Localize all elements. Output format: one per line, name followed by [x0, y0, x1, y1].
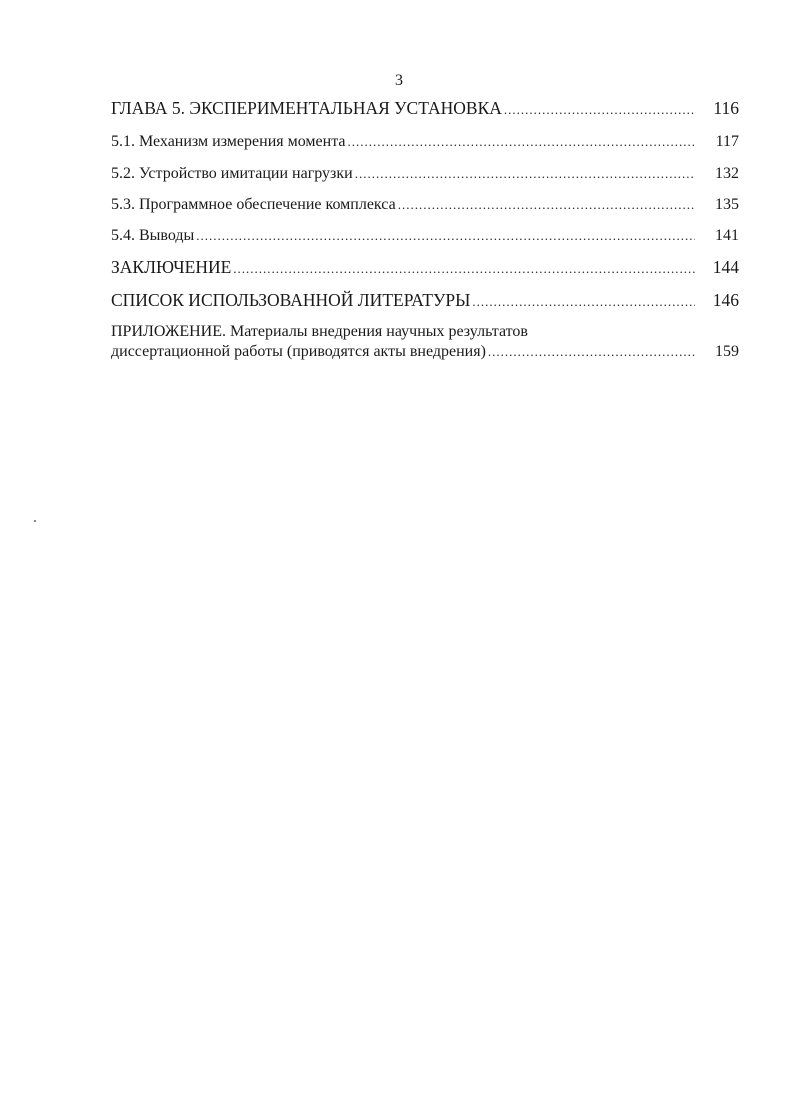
toc-entry-title: 5.1. Механизм измерения момента	[111, 133, 346, 150]
toc-entry-chapter-5	[111, 98, 739, 120]
toc-leader-dots	[355, 164, 695, 184]
toc-leader-dots	[348, 132, 695, 152]
toc-entry-page: 146	[712, 290, 739, 310]
toc-entry-5-1	[111, 132, 739, 152]
toc-entry-appendix	[111, 322, 739, 362]
toc-leader-dots	[488, 342, 695, 362]
toc-entry-page: 116	[713, 98, 739, 118]
toc-leader-dots	[233, 259, 695, 279]
toc-entry-title: СПИСОК ИСПОЛЬЗОВАННОЙ ЛИТЕРАТУРЫ	[111, 290, 471, 310]
toc-leader-dots	[472, 292, 695, 312]
toc-entry-conclusion	[111, 257, 739, 279]
toc-entry-appendix-line2	[111, 342, 739, 362]
toc-entry-5-3	[111, 195, 739, 215]
toc-leader-dots	[398, 195, 695, 215]
toc-entry-title: 5.2. Устройство имитации нагрузки	[111, 165, 353, 182]
toc-entry-5-4	[111, 226, 739, 246]
toc-entry-5-2	[111, 164, 739, 184]
toc-entry-title: ЗАКЛЮЧЕНИЕ	[111, 257, 232, 277]
toc-entry-page: 144	[712, 257, 739, 277]
table-of-contents	[111, 98, 739, 362]
toc-entry-title: 5.3. Программное обеспечение комплекса	[111, 196, 396, 213]
toc-entry-title-line2: диссертационной работы (приводятся акты внедрения)	[111, 343, 486, 360]
toc-leader-dots	[504, 100, 695, 120]
toc-entry-page: 117	[715, 133, 739, 150]
toc-entry-page: 132	[715, 165, 739, 182]
toc-entry-page: 141	[715, 227, 739, 244]
toc-entry-title: ГЛАВА 5. ЭКСПЕРИМЕНТАЛЬНАЯ УСТАНОВКА	[111, 98, 502, 118]
page-number: 3	[395, 72, 403, 89]
scan-speck	[34, 520, 36, 522]
toc-entry-title-line1: ПРИЛОЖЕНИЕ. Материалы внедрения научных результатов	[111, 323, 528, 340]
toc-leader-dots	[196, 226, 695, 246]
toc-entry-page: 135	[715, 196, 739, 213]
toc-entry-page: 159	[715, 343, 739, 360]
toc-entry-references	[111, 290, 739, 312]
toc-entry-title: 5.4. Выводы	[111, 227, 195, 244]
